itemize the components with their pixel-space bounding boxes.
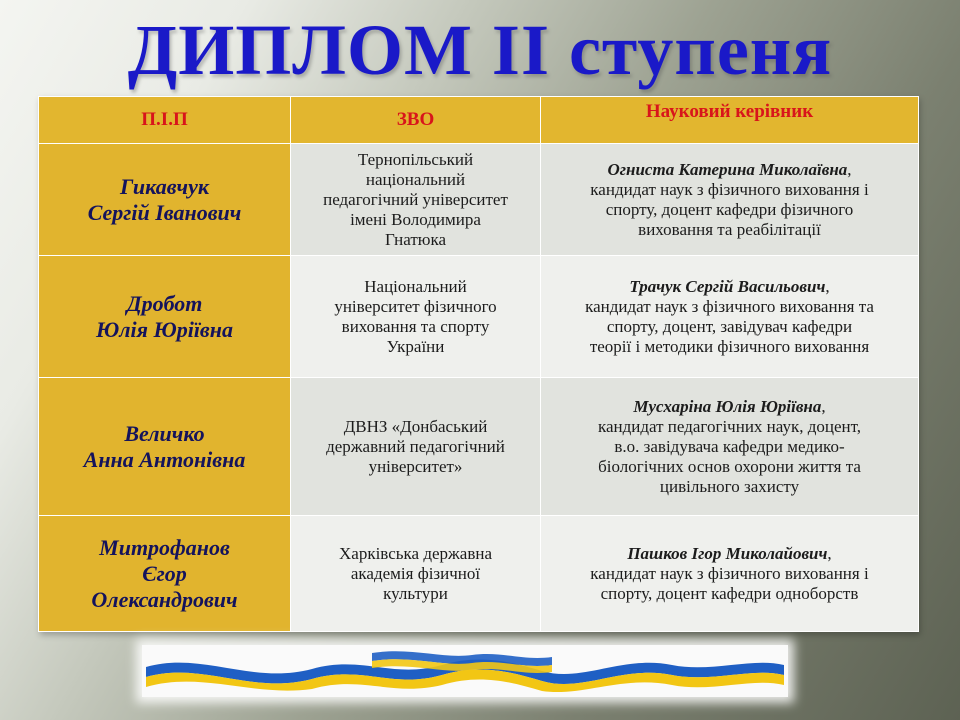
table-row [39,256,919,378]
student-given-names: Анна Антонівна [83,446,246,472]
university-line: академія фізичної [350,563,481,583]
advisor-name: Пашков Ігор Миколайович [627,543,828,563]
header-name: П.І.П [39,97,291,144]
advisor-detail: спорту, доцент кафедри фізичного [605,199,854,219]
advisor: Трачук Сергій Васильович, кандидат наук з фізичного виховання та спорту, доцент, завідувач кафедри теорії і методики фізичного виховання [541,256,919,378]
advisor-detail: теорії і методики фізичного виховання [589,336,870,356]
advisor: Мусхаріна Юлія Юріївна, кандидат педагогічних наук, доцент, в.о. завідувача кафедри медико- біологічних основ охорони життя та цивільного захисту [541,378,919,516]
advisor-detail: кандидат педагогічних наук, доцент, [597,416,861,436]
diploma-table-container [38,96,918,632]
advisor-name: Трачук Сергій Васильович [629,276,826,296]
university-line: Тернопільський [357,149,474,169]
university-line: університет» [368,456,463,476]
student-patronymic: Олександрович [91,586,238,612]
student-given-names: Юлія Юріївна [96,316,233,342]
advisor-detail: кандидат наук з фізичного виховання і [590,179,869,199]
advisor-detail: спорту, доцент, завідувач кафедри [606,316,853,336]
ukraine-ribbon-image [142,645,788,697]
advisor-detail: цивільного захисту [659,476,800,496]
advisor-detail: виховання та реабілітації [638,219,821,239]
student-given-names: Єгор [142,560,187,586]
table-row [39,378,919,516]
university-line: державний педагогічний [326,436,505,456]
table-row [39,516,919,632]
student-name [39,144,291,256]
advisor-name: Огниста Катерина Миколаївна [607,159,848,179]
university [291,378,541,516]
advisor: Пашков Ігор Миколайович, кандидат наук з фізичного виховання і спорту, доцент кафедри одноборств [541,516,919,632]
university [291,516,541,632]
university [291,144,541,256]
university-line: виховання та спорту [341,316,490,336]
ribbon-icon [142,645,788,697]
university-line: України [386,336,445,356]
student-surname: Гикавчук [120,173,209,199]
university-line: університет фізичного [334,296,497,316]
student-name [39,378,291,516]
diploma-table [38,96,919,632]
advisor-name: Мусхаріна Юлія Юріївна [633,396,822,416]
table-header-row [39,97,919,144]
header-advisor: Науковий керівник [541,97,919,144]
advisor: Огниста Катерина Миколаївна, кандидат наук з фізичного виховання і спорту, доцент кафедри фізичного виховання та реабілітації [541,144,919,256]
student-surname: Дробот [126,290,203,316]
advisor-detail: кандидат наук з фізичного виховання та [585,296,874,316]
student-name [39,256,291,378]
student-surname: Митрофанов [99,534,230,560]
advisor-detail: спорту, доцент кафедри одноборств [600,583,859,603]
university-line: національний [365,169,466,189]
header-university: ЗВО [291,97,541,144]
advisor-detail: кандидат наук з фізичного виховання і [590,563,869,583]
university-line: Національний [364,276,467,296]
advisor-detail: біологічних основ охорони життя та [598,456,861,476]
university [291,256,541,378]
page-title: ДИПЛОМ ІІ ступеня [127,10,833,90]
advisor-detail: в.о. завідувача кафедри медико- [614,436,845,456]
university-line: ДВНЗ «Донбаський [343,416,488,436]
university-line: імені Володимира [350,209,481,229]
university-line: Гнатюка [384,229,447,249]
student-surname: Величко [124,420,205,446]
table-row [39,144,919,256]
university-line: культури [383,583,448,603]
university-line: Харківська державна [339,543,492,563]
student-given-names: Сергій Іванович [87,199,242,225]
student-name [39,516,291,632]
university-line: педагогічний університет [323,189,508,209]
